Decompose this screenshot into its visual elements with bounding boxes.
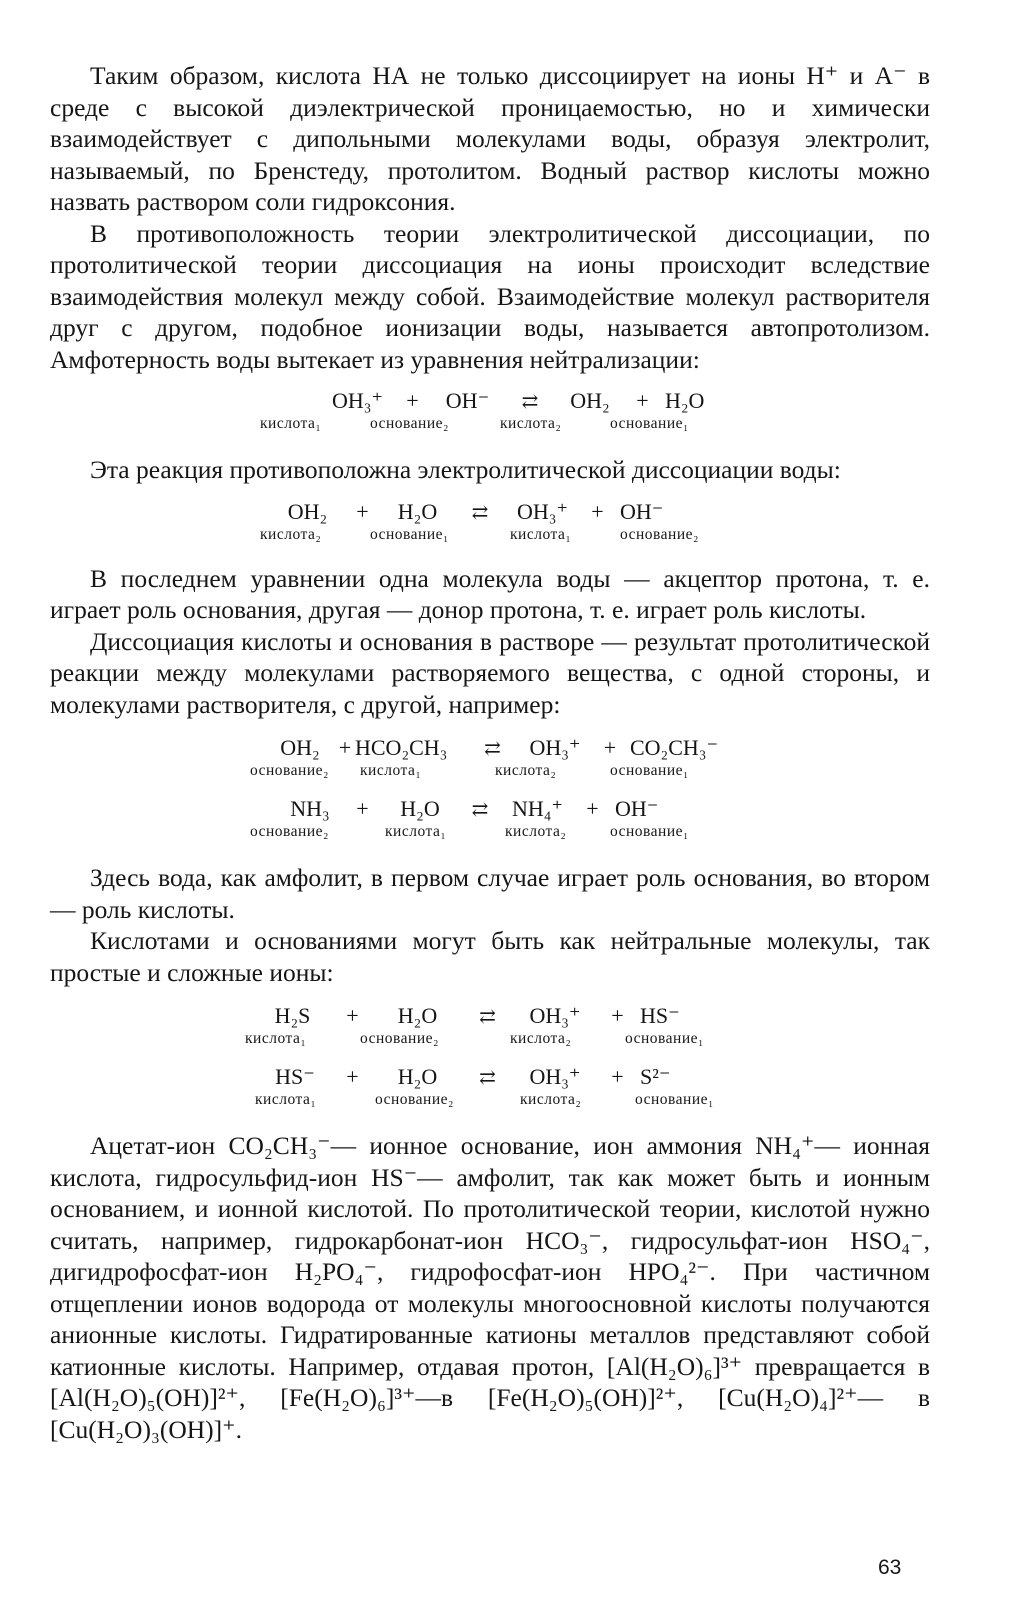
eq3-term: OH₂ [280,735,320,760]
eq2-equilibrium-arrow: ⇄ [471,501,489,524]
eq2-label: основание₁ [370,525,449,543]
eq4-operator: + [356,796,369,821]
eq1-label: основание₁ [610,415,689,432]
eq6-term: HS⁻ [275,1064,315,1089]
eq4-term: H₂O [400,796,440,821]
page-number: 63 [878,1556,902,1579]
eq3-term: OH₃⁺ [529,735,581,760]
eq1-term: OH⁻ [445,388,490,413]
paragraph-4: В последнем уравнении одна молекула воды — акцептор протона, т. е. играет роль основания, другая — донор протона, т. е. играет роль кислоты. [50,563,930,624]
eq2-operator: + [356,498,369,524]
eq6-label: основание₁ [635,1091,714,1108]
eq2-label: основание₂ [620,525,699,543]
eq3-label: основание₁ [610,762,689,779]
eq4-label: основание₂ [250,823,329,840]
eq4-label: кислота₂ [505,823,567,840]
eq6-term: H₂O [397,1064,438,1089]
equation-4 [50,795,930,844]
eq1-label: основание₂ [370,415,449,432]
eq6-label: основание₂ [375,1091,454,1108]
paragraph-5: Диссоциация кислоты и основания в растворе — результат протолитической реакции между молекулами растворяемого вещества, с одной стороны, и молекулами растворителя, с другой, например: [50,626,930,719]
eq2-term: OH₂ [287,498,328,524]
eq1-label: кислота₂ [500,415,562,432]
eq5-label: основание₂ [360,1030,439,1047]
eq3-equilibrium-arrow: ⇄ [484,738,501,760]
eq3-operator: + [603,735,617,760]
equation-6 [50,1063,930,1112]
eq1-label: кислота₁ [260,415,322,432]
paragraph-6: Здесь вода, как амфолит, в первом случае играет роль основания, во втором — роль кислоты. [50,863,930,924]
paragraph-3: Эта реакция противоположна электролитической диссоциации воды: [90,455,841,484]
paragraph-1: Таким образом, кислота НА не только диссоциирует на ионы Н⁺ и А⁻ в среде с высокой диэлектрической проницаемостью, но и химически взаимодействует с дипольными молекулами воды, образуя электролит, называемый, по Бренстеду, протолитом. Водный раствор кислоты можно назвать раствором соли гидроксония. [50,61,930,216]
eq6-term: OH₃⁺ [529,1064,581,1089]
eq6-term: S²⁻ [640,1064,671,1089]
eq3-label: кислота₂ [495,762,557,779]
eq5-equilibrium-arrow: ⇄ [479,1006,496,1028]
eq2-label: кислота₁ [510,525,572,543]
equation-2 [50,498,930,547]
eq5-operator: + [346,1003,359,1028]
eq5-label: основание₁ [625,1030,704,1047]
eq5-label: кислота₁ [245,1030,307,1047]
eq2-label: кислота₂ [260,525,322,543]
paragraph-2: В противоположность теории электролитической диссоциации, по протолитической теории диссоциация на ионы происходит вследствие взаимодействия молекул между собой. Взаимодействие молекул растворителя друг с другом, подобное ионизации воды, называется автопротолизом. Амфотерность воды вытекает из уравнения нейтрализации: [50,218,930,374]
eq1-term: OH₂ [570,388,610,413]
eq4-label: основание₁ [610,823,689,840]
equation-1 [50,387,930,436]
equation-3 [50,734,930,783]
eq6-equilibrium-arrow: ⇄ [479,1067,496,1089]
eq4-term: NH₃ [290,796,330,821]
eq6-operator: + [346,1064,359,1089]
eq2-operator: + [591,498,604,524]
eq2-term: OH₃⁺ [516,498,569,524]
eq5-operator: + [611,1003,624,1028]
eq5-label: кислота₂ [510,1030,572,1047]
page-body [50,60,930,1445]
eq4-label: кислота₁ [385,823,447,840]
eq4-equilibrium-arrow: ⇄ [471,799,489,821]
eq1-term: OH₃⁺ [331,388,384,413]
paragraph-8: Ацетат-ион CO₂CH₃⁻— ионное основание, ион аммония NH₄⁺— ионная кислота, гидросульфид-ион HS⁻— амфолит, так как может быть и ионным основанием, и ионной кислотой. По протолитической теории, кислотой нужно считать, например, гидрокарбонат-ион HCO₃⁻, гидросульфат-ион HSO₄⁻, дигидрофосфат-ион H₂PO₄⁻, гидрофосфат-ион HPO₄²⁻. При частичном отщеплении ионов водорода от молекулы многоосновной кислоты получаются анионные кислоты. Гидратированные катионы металлов представляют собой катионные кислоты. Например, отдавая протон, [Al(H₂O)₆]³⁺ превращается в [Al(H₂O)₅(OH)]²⁺, [Fe(H₂O)₆]³⁺—в [Fe(H₂O)₅(OH)]²⁺, [Cu(H₂O)₄]²⁺— в [Cu(H₂O)₃(OH)]⁺. [50,1131,930,1444]
eq5-term: H₂S [274,1003,311,1028]
eq1-operator: + [636,388,649,413]
eq1-equilibrium-arrow: ⇄ [521,391,539,413]
eq6-label: кислота₂ [520,1091,582,1108]
eq4-term: NH₄⁺ [511,796,564,821]
eq6-label: кислота₁ [255,1091,317,1108]
eq5-term: HS⁻ [640,1003,680,1028]
eq4-term: OH⁻ [615,796,659,821]
eq4-operator: + [586,796,599,821]
paragraph-7: Кислотами и основаниями могут быть как нейтральные молекулы, так простые и сложные ионы: [50,926,930,987]
eq2-term: H₂O [397,498,438,524]
eq5-term: OH₃⁺ [529,1003,581,1028]
equation-5 [50,1002,930,1051]
eq1-term: H₂O [665,388,705,413]
eq3-label: основание₂ [250,762,329,779]
eq3-operator: + [338,735,352,760]
eq1-operator: + [406,388,419,413]
eq2-term: OH⁻ [620,498,664,524]
eq5-term: H₂O [397,1003,438,1028]
eq3-label: кислота₁ [360,762,422,779]
eq3-term: CO₂CH₃⁻ [630,735,719,760]
eq6-operator: + [611,1064,624,1089]
eq3-term: HCO₂CH₃ [355,735,448,760]
